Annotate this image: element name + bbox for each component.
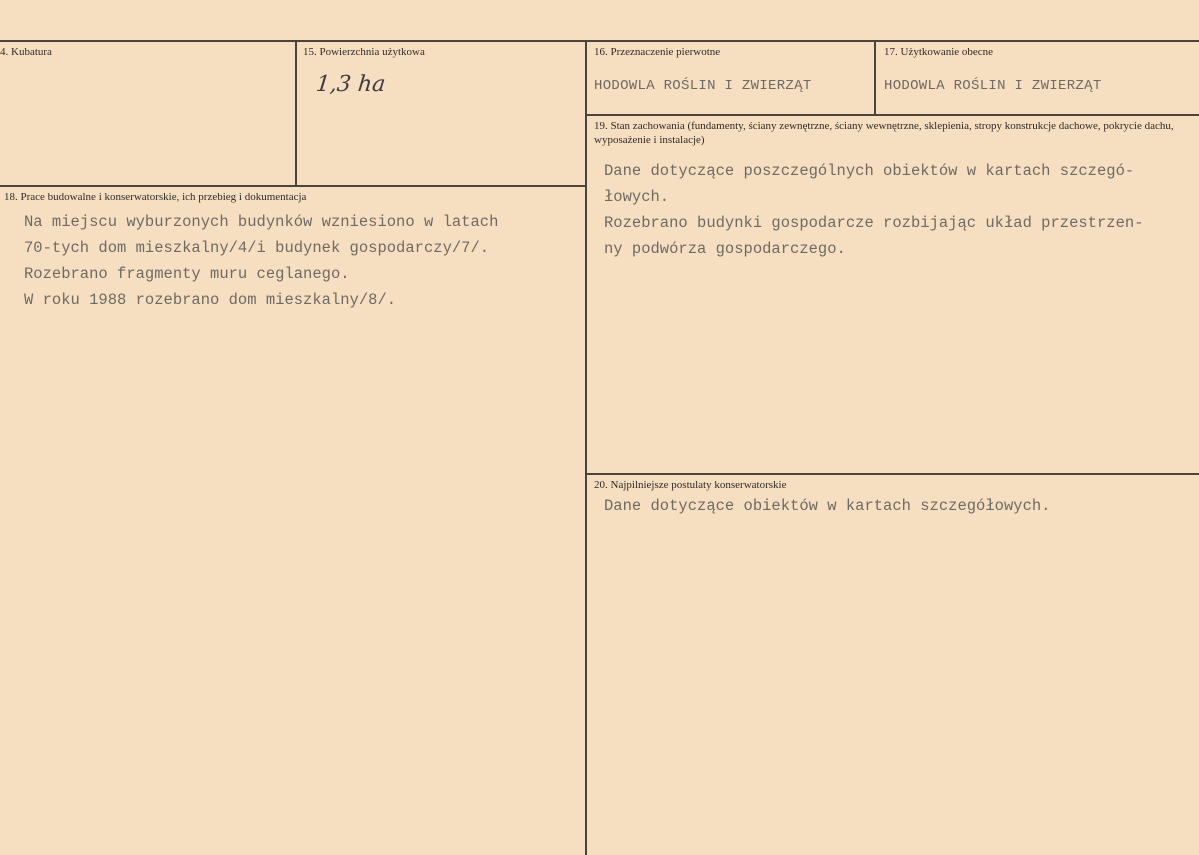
powierzchnia-value: 1,3 ha [314,72,387,97]
right-mid-rule [586,473,1199,475]
vertical-rule-2 [874,42,876,114]
prace-line: Rozebrano fragmenty muru ceglanego. [24,265,350,283]
stan-line: ny podwórza gospodarczego. [604,240,846,258]
postulaty-line: Dane dotyczące obiektów w kartach szczegółowych. [604,497,1051,515]
kubatura-label: 4. Kubatura [0,46,52,58]
powierzchnia-label: 15. Powierzchnia użytkowa [303,46,425,58]
vertical-rule-center [585,42,587,855]
top-rule [0,40,1199,42]
left-mid-rule [0,185,586,187]
vertical-rule-1 [295,42,297,185]
przeznaczenie-value: HODOWLA ROŚLIN I ZWIERZĄT [594,78,812,94]
uzytkowanie-label: 17. Użytkowanie obecne [884,46,994,58]
prace-label: 18. Prace budowalne i konserwatorskie, ich przebieg i dokumentacja [4,191,307,203]
stan-label: 19. Stan zachowania (fundamenty, ściany zewnętrzne, ściany wewnętrzne, sklepienia, stropy konstrukcje dachowe, pokrycie dachu, wyposażenie i instalacje) [594,120,1174,146]
prace-line: 70-tych dom mieszkalny/4/i budynek gospodarczy/7/. [24,239,490,257]
uzytkowanie-value: HODOWLA ROŚLIN I ZWIERZĄT [884,78,1102,94]
przeznaczenie-label: 16. Przeznaczenie pierwotne [594,46,721,58]
prace-line: Na miejscu wyburzonych budynków wzniesiono w latach [24,213,499,231]
prace-line: W roku 1988 rozebrano dom mieszkalny/8/. [24,291,397,309]
stan-line: Rozebrano budynki gospodarcze rozbijając układ przestrzen- [604,214,1144,232]
stan-line: Dane dotyczące poszczególnych obiektów w kartach szczegó- [604,162,1135,180]
right-upper-rule [586,114,1199,116]
stan-line: łowych. [604,188,670,206]
postulaty-label: 20. Najpilniejsze postulaty konserwatorskie [594,479,787,491]
